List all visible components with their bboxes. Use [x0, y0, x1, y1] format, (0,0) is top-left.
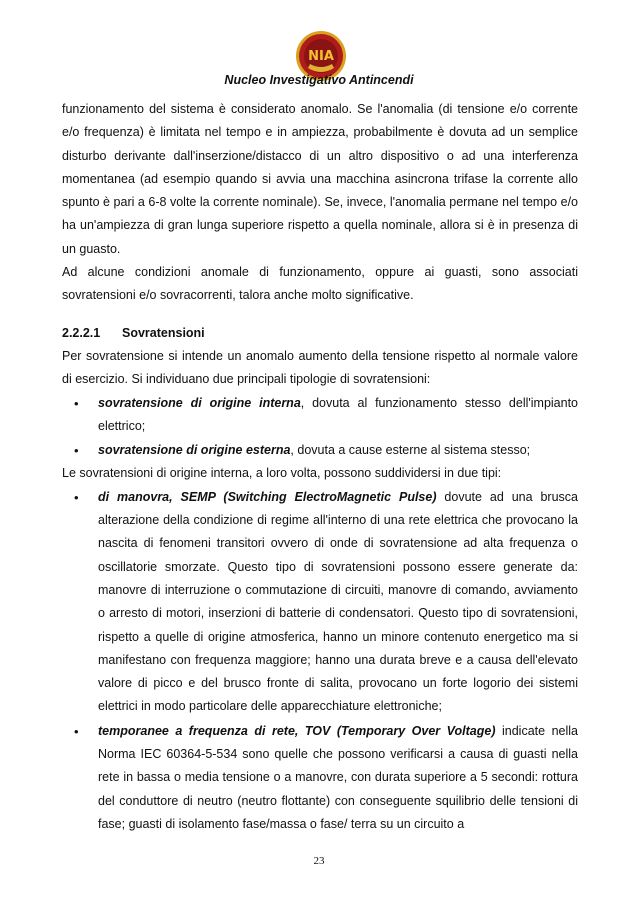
document-body: [62, 98, 578, 836]
list-item-text: , dovuta a cause esterne al sistema stesso;: [290, 443, 531, 458]
paragraph: funzionamento del sistema è considerato anomalo. Se l'anomalia (di tensione e/o corrente e/o frequenza) è limitata nel tempo e in ampiezza, probabilmente è dovuta ad un semplice disturbo derivante dall'inserzione/distacco di un altro dispositivo o ad una interferenza momentanea (ad esempio quando si avvia una macchina asincrona trifase la corrente allo spunto è pari a 6-8 volte la corrente nominale). Se, invece, l'anomalia permane nel tempo e/o ha un'ampiezza di gran lunga superiore rispetto a quella nominale, allora si è in presenza di un guasto.: [62, 102, 578, 256]
list-item-text: dovute ad una brusca alterazione della condizione di regime all'interno di una rete elettrica che provocano la nascita di fenomeni transitori ovvero di onde di sovratensione ad alta frequenza o oscillatorie smorzate. Questo tipo di sovratensioni possono essere generate da: manovre di interruzione o commutazione di circuiti, manovre di comando, avviamento o arresto di motori, inserzioni di batterie di condensatori. Questo tipo di sovratensioni, rispetto a quelle di origine atmosferica, hanno un minore contenuto energetico ma si manifestano con frequenza maggiore; hanno una durata breve e a causa dell'elevato valore di picco e del brusco fronte di salita, provocano un forte logorio dei sistemi elettrici in modo particolare delle apparecchiature elettroniche;: [98, 489, 578, 714]
list-item: [62, 392, 578, 439]
list-item-term: sovratensione di origine interna: [98, 395, 301, 410]
bullet-icon: •: [74, 723, 79, 739]
list-item: [62, 720, 578, 836]
list-item: [62, 486, 578, 719]
list-item-term: temporanee a frequenza di rete, TOV (Temporary Over Voltage): [98, 723, 496, 738]
section-number: 2.2.2.1: [62, 325, 101, 340]
page-number: 23: [313, 855, 325, 867]
list-item-term: di manovra, SEMP (Switching ElectroMagnetic Pulse): [98, 489, 437, 504]
list-item-term: sovratensione di origine esterna: [98, 443, 291, 458]
list-item-text: indicate nella Norma IEC 60364-5-534 sono quelle che possono verificarsi a causa di guasti nella rete in bassa o media tensione o a manovre, con durata superiore a 5 secondi: rottura del conduttore di neutro (neutro flottante) con conseguente squilibrio delle tensioni di fase; guasti di isolamento fase/massa o fase/ terra su un circuito a: [98, 723, 578, 831]
bullet-icon: •: [74, 395, 79, 411]
section-title: Sovratensioni: [122, 325, 205, 340]
page-header-title: Nucleo Investigativo Antincendi: [224, 73, 414, 87]
paragraph: Ad alcune condizioni anomale di funzionamento, oppure ai guasti, sono associati sovratensioni e/o sovracorrenti, talora anche molto significative.: [62, 265, 578, 303]
paragraph: Per sovratensione si intende un anomalo aumento della tensione rispetto al normale valore di esercizio. Si individuano due principali tipologie di sovratensioni:: [62, 348, 578, 387]
bullet-icon: •: [74, 443, 79, 459]
section-heading: [62, 322, 578, 345]
internal-types-list: [62, 486, 578, 836]
logo-text: NIA: [308, 49, 334, 64]
bullet-icon: •: [74, 489, 79, 505]
overvoltage-types-list: [62, 392, 578, 463]
list-item-text: , dovuta al funzionamento stesso dell'impianto elettrico;: [98, 395, 579, 433]
paragraph: Le sovratensioni di origine interna, a loro volta, possono suddividersi in due tipi:: [62, 466, 502, 481]
list-item: [62, 439, 578, 462]
